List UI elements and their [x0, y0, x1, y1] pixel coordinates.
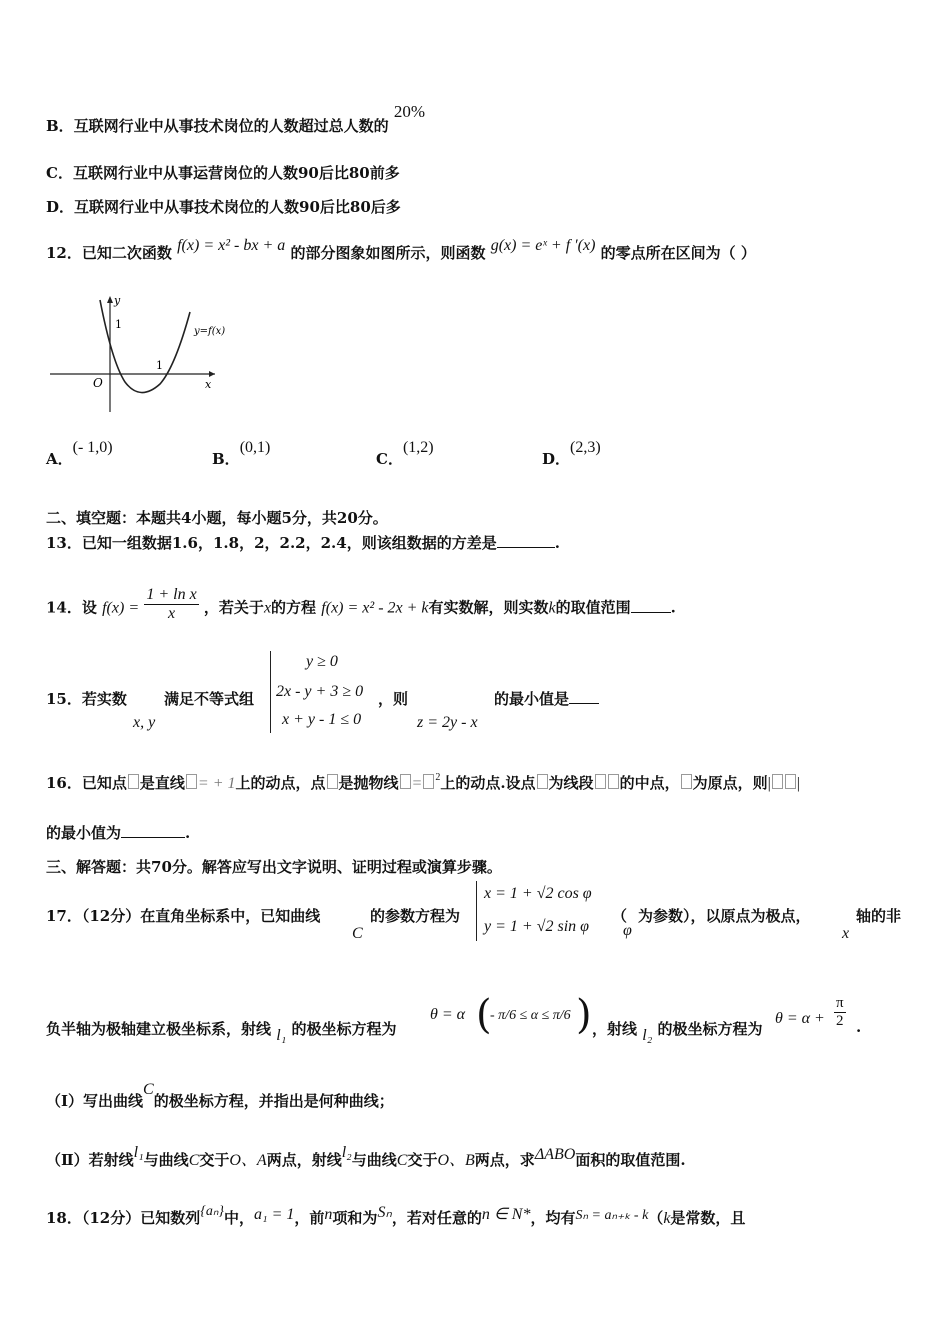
q17-paren-text: 为参数），以原点为极点， — [638, 907, 811, 925]
section-3-title: 三、解答题：共70分。解答应写出文字说明、证明过程或演算步骤。 — [46, 858, 502, 876]
q17-line-2b: ，射线 l₂ 的极坐标方程为 — [592, 1020, 763, 1044]
q14-f-lhs: f(x) = — [102, 599, 140, 617]
q15-ineq-3: x + y - 1 ≤ 0 — [282, 711, 362, 728]
q13: 13．已知一组数据1.6，1.8，2，2.2，2.4，则该组数据的方差是 . — [46, 534, 560, 552]
q12-option-a: A．(- 1,0) — [46, 439, 113, 468]
q15: 15．若实数 — [46, 690, 127, 708]
q17-part-2: （Ⅱ）若射线l₁与曲线C交于O、A两点，射线l₂与曲线C交于O、B两点，求ΔABO面积的取值范围. — [46, 1144, 686, 1169]
q17-param-2: y = 1 + √2 sin φ — [484, 918, 589, 935]
y-label: y — [114, 294, 121, 307]
fx-formula: f(x) = x² - bx + a — [177, 237, 286, 254]
q17-mid: 的参数方程为 — [370, 907, 461, 925]
percent-value: 20% — [393, 102, 426, 121]
q14: 14．设 f(x) = $\frac{\text{1 + ln x}}{x}$ ，若关于x的方程 f(x) = x² - 2x + k有实数解，则实数k的取值范围 . — [46, 586, 676, 622]
q15-z: z = 2y - x — [417, 714, 478, 731]
q11-option-b: B．互联网行业中从事技术岗位的人数超过总人数的 20% — [46, 102, 426, 135]
q17-phi: φ — [623, 922, 632, 939]
q15-brace — [270, 651, 271, 733]
q12-graph — [50, 292, 250, 412]
q17-paren-left: ( — [476, 992, 492, 1038]
x-tick-label: 1 — [156, 359, 163, 372]
origin-label: O — [93, 376, 103, 390]
q11-option-c: C．互联网行业中从事运营岗位的人数90后比80前多 — [46, 164, 400, 182]
q12-option-c: C．(1,2) — [376, 439, 434, 468]
q17-paren-right: ) — [576, 992, 592, 1038]
q18: 18．（12分）已知数列{aₙ}中，a₁ = 1，前n项和为Sₙ，若对任意的n ∈ N*，均有Sₙ = aₙ₊ₖ - k（k是常数，且 — [46, 1204, 746, 1227]
q17-theta2: θ = α + — [775, 1010, 825, 1027]
q12-option-b: B．(0,1) — [212, 439, 271, 468]
y-tick-label: 1 — [115, 318, 122, 331]
q16-line-1: 16．已知点 是直线 = + 1上的动点，点 是抛物线 = $^2$上的动点.设点 为线段 的中点， 为原点，则| | — [46, 772, 800, 792]
q17-paren: （ — [612, 907, 628, 925]
q14-equation: f(x) = x² - 2x + k — [321, 599, 429, 617]
q17-x: x — [842, 925, 850, 942]
q12-stem: 12．已知二次函数 f(x) = x² - bx + a 的部分图象如图所示，则函数 g(x) = eˣ + f ′(x) 的零点所在区间为（ ） — [46, 237, 756, 262]
q15-suffix: 的最小值是 — [494, 688, 599, 709]
q15-ineq-1: y ≥ 0 — [306, 653, 338, 670]
parabola-curve — [100, 300, 190, 393]
q14-fraction: $\frac{\text{1 + ln x}}{x}$ — [146, 586, 197, 622]
q17-dot: . — [856, 1018, 862, 1036]
q15-then: ，则 — [378, 690, 409, 708]
q17-range: - π/6 ≤ α ≤ π/6 — [490, 1008, 571, 1023]
q17-fraction: $\frac{\pi}{2}$ — [836, 995, 844, 1029]
curve-label: y=f(x) — [194, 326, 226, 337]
q15-vars: x, y — [133, 714, 156, 731]
q11-option-d: D．互联网行业中从事技术岗位的人数90后比80后多 — [46, 198, 401, 216]
q17-line-2: 负半轴为极轴建立极坐标系，射线 l₁ 的极坐标方程为 — [46, 1020, 397, 1044]
q16-line-2: 的最小值为 . — [46, 824, 191, 842]
q17-param-1: x = 1 + √2 cos φ — [484, 885, 592, 902]
y-axis-arrow-icon — [107, 296, 113, 303]
q17-curve-c: C — [352, 925, 363, 942]
gx-formula: g(x) = eˣ + f ′(x) — [490, 237, 596, 254]
q17-suffix: 轴的非 — [856, 907, 902, 925]
q17-brace — [476, 881, 477, 941]
q17-line-1: 17．（12分）在直角坐标系中，已知曲线 — [46, 907, 321, 925]
section-2-title: 二、填空题：本题共4小题，每小题5分，共20分。 — [46, 509, 388, 527]
q17-theta-eq: θ = α — [430, 1006, 466, 1023]
q15-ineq-2: 2x - y + 3 ≥ 0 — [276, 683, 364, 700]
x-label: x — [205, 378, 212, 391]
q12-option-d: D．(2,3) — [542, 439, 601, 468]
q17-part-1: （Ⅰ）写出曲线C的极坐标方程，并指出是何种曲线； — [46, 1081, 394, 1110]
q15-mid: 满足不等式组 — [164, 690, 255, 708]
x-axis-arrow-icon — [209, 371, 215, 377]
